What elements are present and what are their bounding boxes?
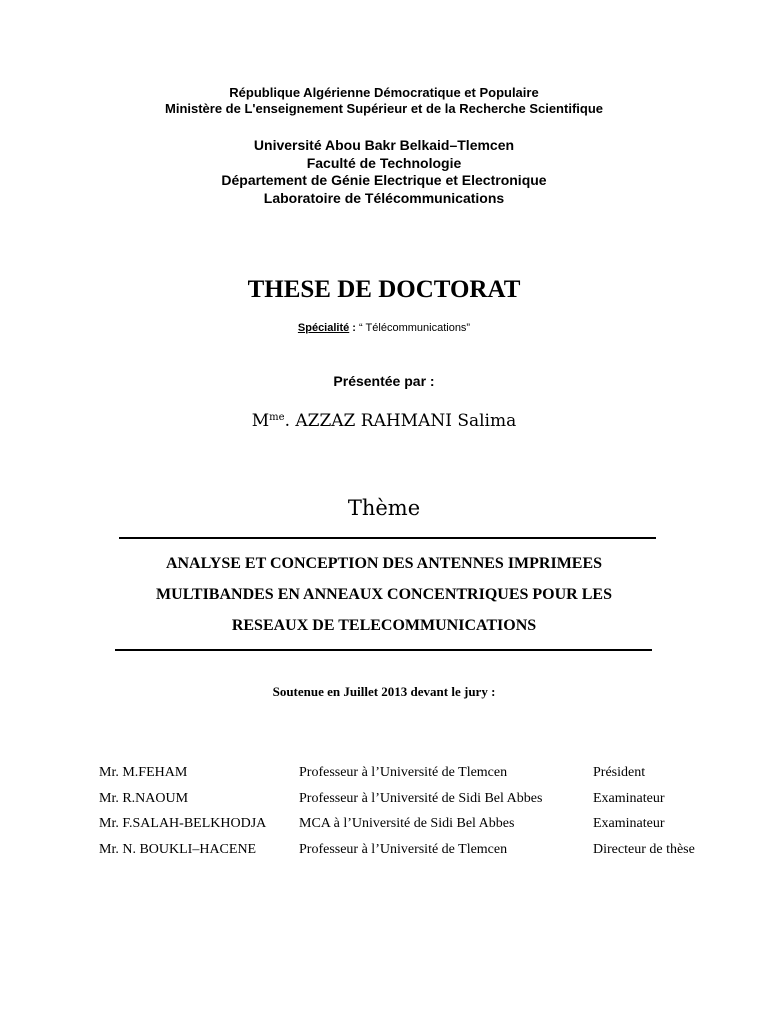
author-name: . AZZAZ RAHMANI Salima — [284, 411, 517, 431]
jury-row — [0, 791, 768, 813]
jury-name: Mr. F.SALAH-BELKHODJA — [99, 816, 267, 831]
specialty-label: Spécialité — [297, 322, 350, 334]
author-prefix: M — [251, 411, 270, 431]
subject-line-3: RESEAUX DE TELECOMMUNICATIONS — [231, 617, 537, 634]
author-line — [0, 411, 768, 431]
department-line: Département de Génie Electrique et Electronique — [221, 172, 547, 188]
jury-role: Président — [593, 765, 646, 780]
top-rule — [119, 537, 656, 539]
subject-line-1: ANALYSE ET CONCEPTION DES ANTENNES IMPRIMEES — [165, 555, 603, 572]
bottom-rule — [115, 649, 652, 651]
thesis-title: THESE DE DOCTORAT — [247, 276, 521, 303]
faculty-line: Faculté de Technologie — [306, 155, 462, 171]
jury-position: MCA à l’Université de Sidi Bel Abbes — [299, 816, 515, 831]
author-title-sup: me — [269, 412, 285, 423]
ministry-line: Ministère de L'enseignement Supérieur et de la Recherche Scientifique — [165, 101, 603, 116]
jury-name: Mr. M.FEHAM — [99, 765, 188, 780]
republic-line: République Algérienne Démocratique et Populaire — [229, 85, 539, 100]
jury-position: Professeur à l’Université de Sidi Bel Abbes — [299, 791, 543, 806]
university-line: Université Abou Bakr Belkaid–Tlemcen — [253, 137, 515, 153]
specialty-colon: : — [349, 322, 356, 334]
jury-role: Examinateur — [593, 816, 665, 831]
theme-label: Thème — [347, 496, 421, 520]
laboratory-line: Laboratoire de Télécommunications — [263, 190, 505, 206]
jury-row — [0, 765, 768, 787]
jury-row — [0, 816, 768, 838]
jury-position: Professeur à l’Université de Tlemcen — [299, 765, 508, 780]
jury-row — [0, 842, 768, 864]
jury-role: Examinateur — [593, 791, 665, 806]
jury-name: Mr. N. BOUKLI–HACENE — [99, 842, 257, 857]
jury-role: Directeur de thèse — [593, 842, 695, 857]
presented-by: Présentée par : — [333, 373, 435, 389]
specialty-value: “ Télécommunications” — [355, 322, 471, 334]
jury-position: Professeur à l’Université de Tlemcen — [299, 842, 508, 857]
specialty-line — [0, 322, 768, 334]
jury-name: Mr. R.NAOUM — [99, 791, 189, 806]
defense-line: Soutenue en Juillet 2013 devant le jury : — [272, 684, 496, 699]
subject-line-2: MULTIBANDES EN ANNEAUX CONCENTRIQUES POUR LES — [156, 586, 612, 603]
